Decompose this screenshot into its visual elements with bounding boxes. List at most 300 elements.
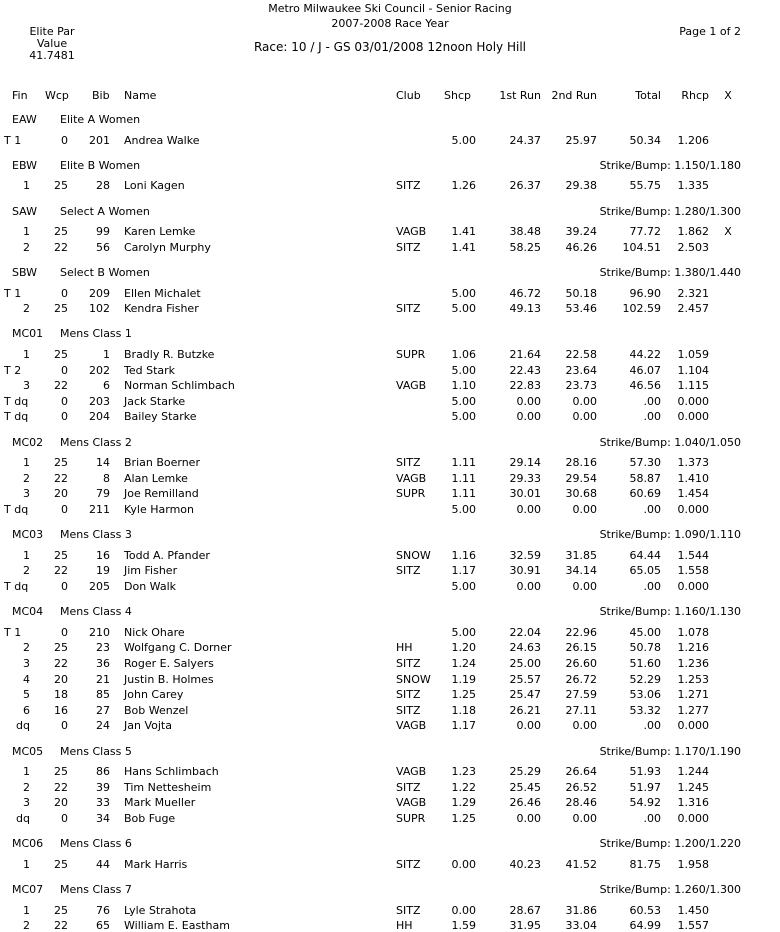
group-code: EBW — [12, 158, 37, 172]
bib-number: 86 — [96, 765, 110, 779]
second-run: 0.00 — [572, 410, 597, 424]
finish-position: 2 — [23, 302, 30, 316]
club: VAGB — [396, 471, 427, 485]
club: SNOW — [396, 672, 431, 686]
strike-bump: Strike/Bump: 1.260/1.300 — [599, 883, 741, 896]
total-time: 51.60 — [629, 657, 661, 670]
second-run: 0.00 — [572, 394, 597, 408]
finish-position: 1 — [23, 765, 30, 779]
shcp: 1.24 — [451, 657, 476, 670]
second-run: 31.86 — [565, 903, 597, 917]
club: SITZ — [396, 657, 421, 670]
shcp: 1.11 — [451, 471, 476, 485]
group-label: Mens Class 3 — [60, 528, 132, 542]
club: SITZ — [396, 688, 421, 702]
total-time: 65.05 — [629, 564, 661, 578]
second-run: 26.64 — [565, 765, 597, 779]
shcp: 1.17 — [451, 719, 476, 733]
finish-position: 1 — [23, 179, 30, 193]
first-run: 49.13 — [509, 302, 541, 316]
shcp: 1.10 — [451, 379, 476, 393]
col-shcp: Shcp — [444, 89, 471, 102]
shcp: 1.22 — [451, 780, 476, 794]
bib-number: 19 — [96, 564, 110, 578]
finish-position: T 1 — [4, 625, 22, 639]
rhcp: 2.457 — [677, 302, 709, 316]
wcp-points: 0 — [61, 625, 68, 639]
racer-name: Wolfgang C. Dorner — [124, 641, 232, 655]
wcp-points: 25 — [54, 179, 68, 193]
finish-position: 3 — [23, 796, 30, 810]
finish-position: T dq — [4, 410, 29, 424]
racer-name: Don Walk — [124, 580, 177, 593]
total-time: .00 — [643, 580, 661, 593]
club: SUPR — [396, 487, 426, 501]
total-time: .00 — [643, 812, 661, 825]
first-run: 28.67 — [509, 903, 541, 917]
bib-number: 209 — [89, 286, 110, 300]
shcp: 1.19 — [451, 672, 476, 686]
racer-name: Bob Wenzel — [124, 703, 189, 717]
total-time: .00 — [643, 503, 661, 516]
racer-name: Jack Starke — [124, 394, 186, 408]
rhcp: 1.335 — [677, 179, 709, 193]
shcp: 5.00 — [451, 394, 476, 408]
wcp-points: 22 — [54, 919, 68, 932]
total-time: .00 — [643, 394, 661, 408]
first-run: 25.45 — [509, 780, 541, 794]
rhcp: 1.245 — [677, 780, 709, 794]
club: SITZ — [396, 179, 421, 193]
first-run: 31.95 — [509, 919, 541, 932]
racer-name: John Carey — [124, 688, 184, 702]
total-time: 46.07 — [629, 363, 661, 377]
shcp: 1.41 — [451, 240, 476, 254]
racer-name: William E. Eastham — [124, 919, 230, 932]
club: VAGB — [396, 719, 427, 733]
shcp: 5.00 — [451, 133, 476, 147]
shcp: 1.23 — [451, 765, 476, 779]
wcp-points: 22 — [54, 471, 68, 485]
racer-name: Lyle Strahota — [124, 903, 197, 917]
shcp: 1.18 — [451, 703, 476, 717]
racer-name: Kyle Harmon — [124, 503, 195, 516]
racer-name: Bradly R. Butzke — [124, 348, 215, 361]
finish-position: 6 — [23, 703, 30, 717]
bib-number: 56 — [96, 240, 110, 254]
racer-name: Joe Remilland — [124, 487, 199, 501]
finish-position: T dq — [4, 580, 29, 593]
racer-name: Jan Vojta — [124, 719, 172, 733]
shcp: 1.29 — [451, 796, 476, 810]
first-run: 26.37 — [509, 179, 541, 193]
shcp: 1.25 — [451, 688, 476, 702]
first-run: 0.00 — [516, 719, 541, 733]
total-time: 77.72 — [629, 225, 661, 239]
group-label: Mens Class 5 — [60, 744, 132, 758]
rhcp: 0.000 — [677, 503, 709, 516]
wcp-points: 0 — [61, 133, 68, 147]
total-time: 60.69 — [629, 487, 661, 501]
second-run: 28.16 — [565, 456, 597, 470]
wcp-points: 0 — [61, 503, 68, 516]
second-run: 26.60 — [565, 657, 597, 670]
wcp-points: 22 — [54, 564, 68, 578]
elite-par-value: 41.7481 — [29, 49, 75, 62]
first-run: 22.43 — [509, 363, 541, 377]
finish-position: 1 — [23, 225, 30, 239]
rhcp: 1.958 — [677, 857, 709, 871]
racer-name: Roger E. Salyers — [124, 657, 214, 670]
wcp-points: 0 — [61, 286, 68, 300]
second-run: 0.00 — [572, 719, 597, 733]
first-run: 32.59 — [509, 548, 541, 562]
shcp: 5.00 — [451, 580, 476, 593]
total-time: 51.97 — [629, 780, 661, 794]
strike-bump: Strike/Bump: 1.040/1.050 — [599, 435, 741, 449]
rhcp: 1.059 — [677, 348, 709, 361]
total-time: 55.75 — [629, 179, 661, 193]
rhcp: 1.557 — [677, 919, 709, 932]
bib-number: 210 — [89, 625, 110, 639]
strike-bump: Strike/Bump: 1.170/1.190 — [599, 744, 741, 758]
first-run: 40.23 — [509, 857, 541, 871]
first-run: 0.00 — [516, 580, 541, 593]
col-x: X — [724, 89, 732, 102]
bib-number: 205 — [89, 580, 110, 593]
finish-position: 2 — [23, 471, 30, 485]
total-time: .00 — [643, 410, 661, 424]
club: VAGB — [396, 796, 427, 810]
group-label: Select B Women — [60, 266, 150, 279]
strike-bump: Strike/Bump: 1.150/1.180 — [599, 158, 741, 172]
second-run: 50.18 — [565, 286, 597, 300]
bib-number: 8 — [103, 471, 110, 485]
group-code: SAW — [12, 204, 37, 218]
rhcp: 1.450 — [677, 903, 709, 917]
group-code: SBW — [12, 266, 38, 279]
total-time: 96.90 — [629, 286, 661, 300]
wcp-points: 0 — [61, 363, 68, 377]
group-label: Mens Class 1 — [60, 327, 132, 341]
total-time: 57.30 — [629, 456, 661, 470]
rhcp: 1.244 — [677, 765, 709, 779]
bib-number: 14 — [96, 456, 110, 470]
page-number: Page 1 of 2 — [679, 25, 741, 38]
col-bib: Bib — [92, 89, 110, 102]
bib-number: 211 — [89, 503, 110, 516]
second-run: 46.26 — [565, 240, 597, 254]
bib-number: 85 — [96, 688, 110, 702]
rhcp: 1.373 — [677, 456, 709, 470]
finish-position: dq — [16, 812, 30, 825]
total-time: 46.56 — [629, 379, 661, 393]
racer-name: Justin B. Holmes — [124, 672, 214, 686]
shcp: 1.16 — [451, 548, 476, 562]
racer-name: Mark Harris — [124, 857, 188, 871]
finish-position: 2 — [23, 780, 30, 794]
col-run2: 2nd Run — [551, 89, 597, 102]
racer-name: Mark Mueller — [124, 796, 196, 810]
group-code: MC01 — [12, 327, 44, 341]
first-run: 26.46 — [509, 796, 541, 810]
club: SITZ — [396, 903, 421, 917]
group-label: Elite B Women — [60, 158, 141, 172]
total-time: 53.06 — [629, 688, 661, 702]
shcp: 1.41 — [451, 225, 476, 239]
group-code: EAW — [12, 113, 37, 126]
club: SITZ — [396, 703, 421, 717]
club: SUPR — [396, 348, 426, 361]
bib-number: 202 — [89, 363, 110, 377]
wcp-points: 22 — [54, 780, 68, 794]
bib-number: 21 — [96, 672, 110, 686]
rhcp: 1.410 — [677, 471, 709, 485]
elite-par-value-label: Value — [36, 37, 68, 50]
club: VAGB — [396, 379, 427, 393]
total-time: 81.75 — [629, 857, 661, 871]
first-run: 26.21 — [509, 703, 541, 717]
second-run: 23.73 — [565, 379, 597, 393]
second-run: 23.64 — [565, 363, 597, 377]
total-time: .00 — [643, 719, 661, 733]
wcp-points: 25 — [54, 548, 68, 562]
elite-par-label: Elite Par — [29, 25, 75, 38]
wcp-points: 0 — [61, 394, 68, 408]
strike-bump: Strike/Bump: 1.280/1.300 — [599, 204, 741, 218]
first-run: 21.64 — [509, 348, 541, 361]
bib-number: 27 — [96, 703, 110, 717]
group-code: MC04 — [12, 605, 44, 619]
total-time: 104.51 — [622, 240, 661, 254]
total-time: 50.34 — [629, 133, 661, 147]
second-run: 0.00 — [572, 503, 597, 516]
total-time: 60.53 — [629, 903, 661, 917]
col-rhcp: Rhcp — [681, 89, 709, 102]
first-run: 22.04 — [509, 625, 541, 639]
finish-position: T dq — [4, 503, 29, 516]
rhcp: 1.316 — [677, 796, 709, 810]
rhcp: 0.000 — [677, 580, 709, 593]
rhcp: 1.544 — [677, 548, 709, 562]
racer-name: Hans Schlimbach — [124, 765, 219, 779]
first-run: 29.33 — [509, 471, 541, 485]
rhcp: 1.277 — [677, 703, 709, 717]
wcp-points: 0 — [61, 812, 68, 825]
total-time: 50.78 — [629, 641, 661, 655]
finish-position: dq — [16, 719, 30, 733]
rhcp: 1.206 — [677, 133, 709, 147]
wcp-points: 25 — [54, 456, 68, 470]
bib-number: 23 — [96, 641, 110, 655]
group-code: MC05 — [12, 744, 44, 758]
racer-name: Alan Lemke — [124, 471, 188, 485]
wcp-points: 0 — [61, 410, 68, 424]
bib-number: 44 — [96, 857, 110, 871]
second-run: 26.15 — [565, 641, 597, 655]
finish-position: 2 — [23, 564, 30, 578]
first-run: 25.57 — [509, 672, 541, 686]
rhcp: 1.271 — [677, 688, 709, 702]
bib-number: 28 — [96, 179, 110, 193]
bib-number: 16 — [96, 548, 110, 562]
col-name: Name — [124, 89, 157, 102]
strike-bump: Strike/Bump: 1.090/1.110 — [599, 528, 741, 542]
group-label: Elite A Women — [60, 113, 141, 126]
total-time: 51.93 — [629, 765, 661, 779]
finish-position: 1 — [23, 348, 30, 361]
finish-position: T 2 — [4, 363, 22, 377]
group-label: Mens Class 4 — [60, 605, 132, 619]
total-time: 44.22 — [629, 348, 661, 361]
racer-name: Kendra Fisher — [124, 302, 199, 316]
total-time: 45.00 — [629, 625, 661, 639]
wcp-points: 0 — [61, 580, 68, 593]
rhcp: 1.216 — [677, 641, 709, 655]
first-run: 0.00 — [516, 503, 541, 516]
club: SITZ — [396, 857, 421, 871]
shcp: 5.00 — [451, 302, 476, 316]
racer-name: Brian Boerner — [124, 456, 200, 470]
bib-number: 34 — [96, 812, 110, 825]
shcp: 5.00 — [451, 286, 476, 300]
second-run: 29.54 — [565, 471, 597, 485]
wcp-points: 25 — [54, 857, 68, 871]
club: VAGB — [396, 765, 427, 779]
second-run: 22.96 — [565, 625, 597, 639]
finish-position: T 1 — [4, 133, 22, 147]
total-time: 64.44 — [629, 548, 661, 562]
finish-position: 1 — [23, 456, 30, 470]
group-code: MC02 — [12, 435, 44, 449]
total-time: 102.59 — [622, 302, 661, 316]
total-time: 53.32 — [629, 703, 661, 717]
second-run: 30.68 — [565, 487, 597, 501]
bib-number: 39 — [96, 780, 110, 794]
bib-number: 204 — [89, 410, 110, 424]
bib-number: 24 — [96, 719, 110, 733]
second-run: 22.58 — [565, 348, 597, 361]
rhcp: 2.503 — [677, 240, 709, 254]
club: SITZ — [396, 240, 421, 254]
wcp-points: 22 — [54, 379, 68, 393]
first-run: 24.37 — [509, 133, 541, 147]
first-run: 25.47 — [509, 688, 541, 702]
shcp: 5.00 — [451, 503, 476, 516]
wcp-points: 22 — [54, 657, 68, 670]
racer-name: Bailey Starke — [124, 410, 197, 424]
col-total: Total — [635, 89, 661, 102]
total-time: 52.29 — [629, 672, 661, 686]
racer-name: Todd A. Pfander — [124, 548, 210, 562]
first-run: 38.48 — [509, 225, 541, 239]
finish-position: 1 — [23, 903, 30, 917]
wcp-points: 20 — [54, 487, 68, 501]
wcp-points: 25 — [54, 903, 68, 917]
rhcp: 1.078 — [677, 625, 709, 639]
rhcp: 0.000 — [677, 410, 709, 424]
first-run: 29.14 — [509, 456, 541, 470]
finish-position: 2 — [23, 919, 30, 932]
second-run: 39.24 — [565, 225, 597, 239]
club: VAGB — [396, 225, 427, 239]
first-run: 0.00 — [516, 394, 541, 408]
first-run: 30.91 — [509, 564, 541, 578]
first-run: 25.29 — [509, 765, 541, 779]
rhcp: 1.862 — [677, 225, 709, 239]
rhcp: 1.454 — [677, 487, 709, 501]
racer-name: Jim Fisher — [124, 564, 178, 578]
shcp: 1.11 — [451, 487, 476, 501]
racer-name: Loni Kagen — [124, 179, 185, 193]
rhcp: 0.000 — [677, 812, 709, 825]
club: SITZ — [396, 302, 421, 316]
rhcp: 1.558 — [677, 564, 709, 578]
racer-name: Andrea Walke — [124, 133, 200, 147]
finish-position: 5 — [23, 688, 30, 702]
shcp: 1.17 — [451, 564, 476, 578]
bib-number: 99 — [96, 225, 110, 239]
bib-number: 201 — [89, 133, 110, 147]
club: HH — [396, 641, 413, 655]
col-run1: 1st Run — [499, 89, 541, 102]
first-run: 25.00 — [509, 657, 541, 670]
club: SITZ — [396, 780, 421, 794]
second-run: 26.52 — [565, 780, 597, 794]
group-code: MC07 — [12, 883, 44, 896]
wcp-points: 18 — [54, 688, 68, 702]
finish-position: 1 — [23, 857, 30, 871]
second-run: 26.72 — [565, 672, 597, 686]
strike-bump: Strike/Bump: 1.380/1.440 — [599, 266, 741, 279]
rhcp: 1.253 — [677, 672, 709, 686]
total-time: 54.92 — [629, 796, 661, 810]
finish-position: 2 — [23, 641, 30, 655]
report-subtitle: 2007-2008 Race Year — [331, 17, 449, 30]
finish-position: 3 — [23, 657, 30, 670]
first-run: 58.25 — [509, 240, 541, 254]
col-fin: Fin — [12, 89, 28, 102]
shcp: 1.25 — [451, 812, 476, 825]
race-info: Race: 10 / J - GS 03/01/2008 12noon Holy Hill — [253, 40, 527, 54]
total-time: 64.99 — [629, 919, 661, 932]
bib-number: 76 — [96, 903, 110, 917]
group-label: Select A Women — [60, 204, 150, 218]
bib-number: 203 — [89, 394, 110, 408]
wcp-points: 22 — [54, 240, 68, 254]
bib-number: 102 — [89, 302, 110, 316]
bib-number: 36 — [96, 657, 110, 670]
wcp-points: 20 — [54, 672, 68, 686]
club: SUPR — [396, 812, 426, 825]
shcp: 0.00 — [451, 903, 476, 917]
shcp: 1.20 — [451, 641, 476, 655]
second-run: 53.46 — [565, 302, 597, 316]
racer-name: Carolyn Murphy — [124, 240, 211, 254]
second-run: 0.00 — [572, 580, 597, 593]
total-time: 58.87 — [629, 471, 661, 485]
bib-number: 79 — [96, 487, 110, 501]
second-run: 29.38 — [565, 179, 597, 193]
second-run: 25.97 — [565, 133, 597, 147]
club: SITZ — [396, 456, 421, 470]
col-wcp: Wcp — [45, 89, 69, 102]
group-code: MC03 — [12, 528, 44, 542]
club: HH — [396, 919, 413, 932]
second-run: 27.59 — [565, 688, 597, 702]
shcp: 1.06 — [451, 348, 476, 361]
racer-name: Karen Lemke — [124, 225, 196, 239]
